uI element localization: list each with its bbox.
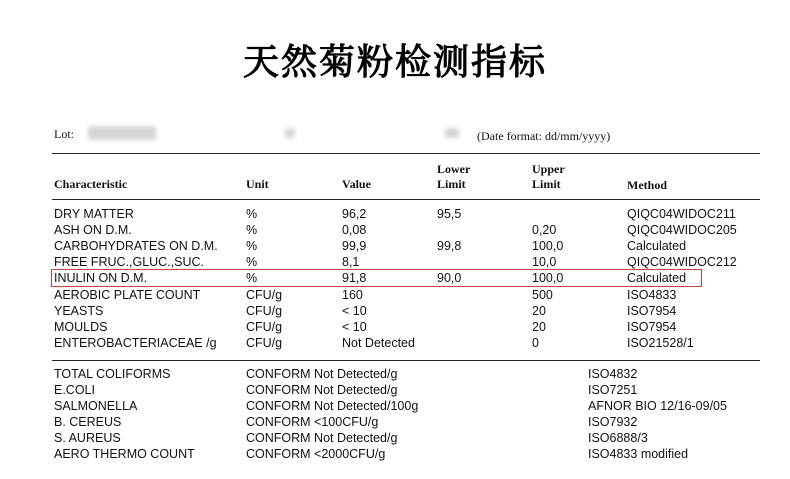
cell-unit: CFU/g <box>246 287 283 302</box>
cell-characteristic: SALMONELLA <box>54 399 138 413</box>
lot-label: Lot: <box>54 127 74 141</box>
cell-method: ISO4833 <box>627 287 677 302</box>
header-unit: Unit <box>246 177 269 191</box>
cell-method: ISO7954 <box>627 319 677 334</box>
cell-lower-limit: 95,5 <box>437 207 462 221</box>
cell-result: CONFORM Not Detected/100g <box>246 399 419 413</box>
header-bottom-rule <box>52 199 760 200</box>
cell-characteristic: YEASTS <box>54 303 104 318</box>
cell-value: 8,1 <box>342 255 360 270</box>
cell-unit: CFU/g <box>246 335 283 350</box>
cell-method: AFNOR BIO 12/16-09/05 <box>588 399 727 413</box>
cell-method: Calculated <box>627 271 687 286</box>
header-lower-limit: Lower Limit <box>437 162 471 191</box>
cell-unit: % <box>246 223 258 238</box>
cell-value: 91,8 <box>342 271 367 286</box>
cell-method: QIQC04WIDOC211 <box>627 207 736 221</box>
cell-method: QIQC04WIDOC212 <box>627 255 737 270</box>
cell-value: 99,9 <box>342 239 367 254</box>
cell-upper-limit: 500 <box>532 287 553 302</box>
cell-upper-limit: 0 <box>532 335 539 350</box>
cell-unit: % <box>246 255 258 270</box>
cell-result: CONFORM Not Detected/g <box>246 383 398 397</box>
cell-characteristic: MOULDS <box>54 319 108 334</box>
cell-value: 160 <box>342 287 363 302</box>
header-characteristic: Characteristic <box>54 177 128 191</box>
cell-unit: CFU/g <box>246 319 283 334</box>
section-divider <box>52 360 760 361</box>
cell-upper-limit: 20 <box>532 303 546 318</box>
cell-method: QIQC04WIDOC205 <box>627 223 737 238</box>
cell-lower-limit: 99,8 <box>437 239 462 254</box>
lot-number-redacted <box>88 126 156 140</box>
cell-characteristic: ASH ON D.M. <box>54 223 132 238</box>
redacted-mark <box>285 128 295 138</box>
cell-result: CONFORM Not Detected/g <box>246 367 398 381</box>
cell-characteristic: E.COLI <box>54 383 95 397</box>
header-top-rule <box>52 153 760 154</box>
cell-characteristic: ENTEROBACTERIACEAE /g <box>54 335 217 350</box>
cell-method: ISO6888/3 <box>588 431 648 445</box>
cell-upper-limit: 100,0 <box>532 271 564 286</box>
cell-result: CONFORM Not Detected/g <box>246 431 398 445</box>
cell-characteristic: CARBOHYDRATES ON D.M. <box>54 239 218 254</box>
cell-value: Not Detected <box>342 335 415 350</box>
page-title: 天然菊粉检测指标 <box>242 42 547 83</box>
header-upper-limit: Upper Limit <box>532 162 565 191</box>
cell-unit: % <box>246 271 258 286</box>
cell-method: ISO4833 modified <box>588 447 689 461</box>
cell-characteristic: INULIN ON D.M. <box>54 271 148 286</box>
cell-method: ISO21528/1 <box>627 335 694 350</box>
cell-characteristic: DRY MATTER <box>54 207 134 221</box>
cell-characteristic: TOTAL COLIFORMS <box>54 367 171 381</box>
cell-method: Calculated <box>627 239 687 254</box>
cell-value: < 10 <box>342 303 367 318</box>
cell-characteristic: S. AUREUS <box>54 431 121 445</box>
cell-result: CONFORM <2000CFU/g <box>246 447 386 461</box>
cell-characteristic: AEROBIC PLATE COUNT <box>54 287 201 302</box>
cell-method: ISO7932 <box>588 415 638 429</box>
cell-value: < 10 <box>342 319 367 334</box>
cell-value: 0,08 <box>342 223 367 238</box>
cell-upper-limit: 20 <box>532 319 546 334</box>
cell-value: 96,2 <box>342 207 367 221</box>
cell-result: CONFORM <100CFU/g <box>246 415 379 429</box>
cell-method: ISO4832 <box>588 367 638 381</box>
header-method: Method <box>627 178 667 192</box>
date-format-note: (Date format: dd/mm/yyyy) <box>477 129 611 143</box>
cell-upper-limit: 10,0 <box>532 255 557 270</box>
inulin-row-highlight <box>51 269 702 287</box>
cell-unit: % <box>246 239 258 254</box>
cell-upper-limit: 100,0 <box>532 239 564 254</box>
cell-characteristic: FREE FRUC.,GLUC.,SUC. <box>54 255 205 270</box>
cell-unit: CFU/g <box>246 303 283 318</box>
redacted-mark <box>445 128 459 138</box>
header-value: Value <box>342 177 371 191</box>
cell-upper-limit: 0,20 <box>532 223 557 238</box>
cell-lower-limit: 90,0 <box>437 271 462 286</box>
cell-method: ISO7954 <box>627 303 677 318</box>
cell-unit: % <box>246 207 258 221</box>
cell-method: ISO7251 <box>588 383 638 397</box>
cell-characteristic: AERO THERMO COUNT <box>54 447 195 461</box>
cell-characteristic: B. CEREUS <box>54 415 122 429</box>
